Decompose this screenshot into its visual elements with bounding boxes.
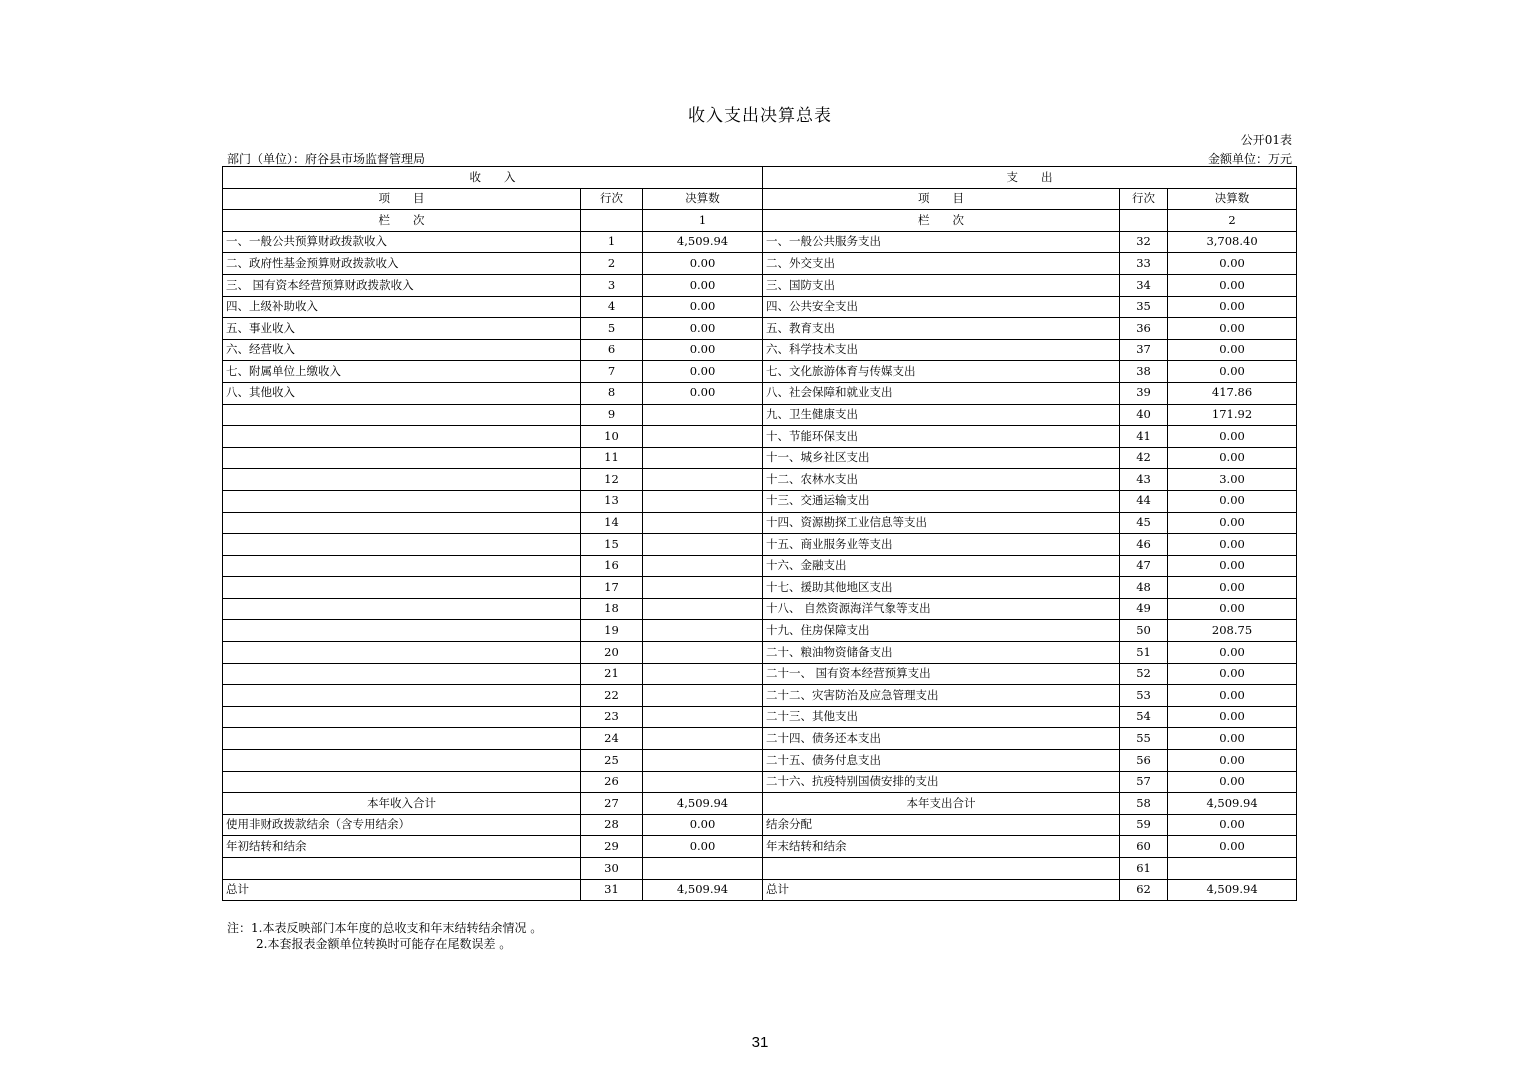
income-item-cell: 三、 国有资本经营预算财政拨款收入: [223, 274, 581, 296]
expense-item-cell: 六、科学技术支出: [763, 339, 1120, 361]
note-1: 注：1.本表反映部门本年度的总收支和年末结转结余情况 。: [227, 921, 543, 935]
expense-item-cell: 十七、援助其他地区支出: [763, 577, 1120, 599]
income-line-cell: 14: [581, 512, 643, 534]
expense-column-number: 2: [1168, 210, 1297, 232]
expense-line-cell: 35: [1120, 296, 1168, 318]
income-amount-cell: [643, 771, 763, 793]
form-number: 公开01表: [1240, 133, 1292, 147]
expense-line-cell: 44: [1120, 490, 1168, 512]
income-amount-cell: 0.00: [643, 318, 763, 340]
income-item-cell: 五、事业收入: [223, 318, 581, 340]
expense-amount-cell: 208.75: [1168, 620, 1297, 642]
table-row: [223, 382, 1297, 404]
income-item-cell: 六、经营收入: [223, 339, 581, 361]
table-row: [223, 555, 1297, 577]
expense-line-cell: 40: [1120, 404, 1168, 426]
expense-item-cell: 一、一般公共服务支出: [763, 231, 1120, 253]
expense-item-cell: 二十五、债务付息支出: [763, 750, 1120, 772]
expense-line-cell: 54: [1120, 706, 1168, 728]
expense-item-cell: 二十二、灾害防治及应急管理支出: [763, 685, 1120, 707]
table-row: [223, 663, 1297, 685]
income-line-cell: 16: [581, 555, 643, 577]
expense-line-cell: 34: [1120, 274, 1168, 296]
income-amount-cell: 0.00: [643, 296, 763, 318]
expense-amount-cell: 0.00: [1168, 685, 1297, 707]
income-line-cell: 23: [581, 706, 643, 728]
expense-line-blank: [1120, 210, 1168, 232]
expense-amount-cell: 0.00: [1168, 598, 1297, 620]
expense-item-cell: 总计: [763, 879, 1120, 901]
income-item-cell: [223, 555, 581, 577]
income-amount-cell: 0.00: [643, 339, 763, 361]
table-row: [223, 426, 1297, 448]
expense-amount-cell: 171.92: [1168, 404, 1297, 426]
income-amount-cell: 0.00: [643, 814, 763, 836]
table-row: [223, 685, 1297, 707]
expense-item-cell: 二十一、 国有资本经营预算支出: [763, 663, 1120, 685]
expense-amount-cell: 0.00: [1168, 663, 1297, 685]
expense-amount-cell: 4,509.94: [1168, 793, 1297, 815]
income-line-cell: 31: [581, 879, 643, 901]
income-line-cell: 13: [581, 490, 643, 512]
expense-item-cell: 三、国防支出: [763, 274, 1120, 296]
income-line-cell: 10: [581, 426, 643, 448]
income-expense-table: [222, 166, 1297, 901]
expense-amount-cell: 0.00: [1168, 836, 1297, 858]
income-line-cell: 17: [581, 577, 643, 599]
table-row: [223, 534, 1297, 556]
expense-line-cell: 41: [1120, 426, 1168, 448]
income-item-cell: 使用非财政拨款结余（含专用结余）: [223, 814, 581, 836]
income-item-cell: [223, 663, 581, 685]
expense-amount-cell: 417.86: [1168, 382, 1297, 404]
income-amount-cell: 0.00: [643, 253, 763, 275]
note-2: 2.本套报表金额单位转换时可能存在尾数误差 。: [256, 937, 512, 951]
income-item-cell: [223, 404, 581, 426]
income-line-cell: 18: [581, 598, 643, 620]
department-label: 部门（单位）：府谷县市场监督管理局: [227, 152, 426, 166]
income-line-cell: 24: [581, 728, 643, 750]
expense-line-cell: 51: [1120, 642, 1168, 664]
amount-unit-label: 金额单位：万元: [1207, 152, 1292, 166]
expense-item-cell: 二十四、债务还本支出: [763, 728, 1120, 750]
table-row: [223, 620, 1297, 642]
income-line-cell: 27: [581, 793, 643, 815]
income-item-cell: [223, 750, 581, 772]
income-item-cell: [223, 577, 581, 599]
table-row: [223, 706, 1297, 728]
table-body: [223, 231, 1297, 900]
table-row: [223, 296, 1297, 318]
expense-line-cell: 49: [1120, 598, 1168, 620]
income-line-cell: 5: [581, 318, 643, 340]
income-item-cell: 总计: [223, 879, 581, 901]
income-line-cell: 2: [581, 253, 643, 275]
expense-item-cell: 二十、粮油物资储备支出: [763, 642, 1120, 664]
income-column-label: 栏 次: [223, 210, 581, 232]
income-line-cell: 19: [581, 620, 643, 642]
income-line-cell: 29: [581, 836, 643, 858]
income-line-cell: 8: [581, 382, 643, 404]
expense-item-cell: 九、卫生健康支出: [763, 404, 1120, 426]
income-amount-cell: 0.00: [643, 836, 763, 858]
income-item-cell: [223, 685, 581, 707]
income-item-cell: 本年收入合计: [223, 793, 581, 815]
expense-amount-cell: 0.00: [1168, 534, 1297, 556]
expense-line-cell: 47: [1120, 555, 1168, 577]
expense-line-cell: 38: [1120, 361, 1168, 383]
expense-line-cell: 48: [1120, 577, 1168, 599]
expense-amount-cell: 0.00: [1168, 555, 1297, 577]
income-item-cell: 四、上级补助收入: [223, 296, 581, 318]
expense-line-cell: 52: [1120, 663, 1168, 685]
income-line-cell: 20: [581, 642, 643, 664]
expense-item-cell: 十一、城乡社区支出: [763, 447, 1120, 469]
expense-item-cell: 本年支出合计: [763, 793, 1120, 815]
expense-item-cell: 十六、金融支出: [763, 555, 1120, 577]
expense-item-cell: 十二、农林水支出: [763, 469, 1120, 491]
income-item-cell: [223, 490, 581, 512]
income-line-cell: 4: [581, 296, 643, 318]
expense-line-cell: 36: [1120, 318, 1168, 340]
expense-line-cell: 37: [1120, 339, 1168, 361]
income-amount-cell: [643, 663, 763, 685]
expense-line-cell: 55: [1120, 728, 1168, 750]
expense-item-cell: 十四、资源勘探工业信息等支出: [763, 512, 1120, 534]
expense-item-cell: 七、文化旅游体育与传媒支出: [763, 361, 1120, 383]
income-line-cell: 26: [581, 771, 643, 793]
income-line-cell: 25: [581, 750, 643, 772]
table-row: [223, 512, 1297, 534]
expense-amount-cell: 3,708.40: [1168, 231, 1297, 253]
income-amount-cell: 4,509.94: [643, 793, 763, 815]
table-row: [223, 598, 1297, 620]
income-item-cell: 一、一般公共预算财政拨款收入: [223, 231, 581, 253]
column-number-row: [223, 210, 1297, 232]
income-amount-cell: 4,509.94: [643, 879, 763, 901]
income-amount-cell: [643, 750, 763, 772]
expense-amount-header: 决算数: [1168, 188, 1297, 210]
expense-item-cell: 二、外交支出: [763, 253, 1120, 275]
table-row: [223, 577, 1297, 599]
table-row: [223, 750, 1297, 772]
income-line-cell: 15: [581, 534, 643, 556]
expense-line-header: 行次: [1120, 188, 1168, 210]
expense-amount-cell: 0.00: [1168, 512, 1297, 534]
income-item-cell: [223, 598, 581, 620]
income-item-cell: 八、其他收入: [223, 382, 581, 404]
income-amount-cell: [643, 577, 763, 599]
income-section-header: 收 入: [223, 167, 763, 189]
income-line-cell: 3: [581, 274, 643, 296]
income-amount-cell: [643, 512, 763, 534]
table-title: 收入支出决算总表: [688, 106, 832, 126]
income-amount-cell: [643, 706, 763, 728]
expense-amount-cell: 0.00: [1168, 296, 1297, 318]
expense-item-cell: 十九、住房保障支出: [763, 620, 1120, 642]
income-item-cell: [223, 858, 581, 880]
income-amount-cell: 4,509.94: [643, 231, 763, 253]
income-amount-cell: [643, 728, 763, 750]
table-row: [223, 447, 1297, 469]
income-line-cell: 12: [581, 469, 643, 491]
page-number: 31: [751, 1034, 769, 1051]
income-line-cell: 30: [581, 858, 643, 880]
income-item-cell: [223, 771, 581, 793]
expense-amount-cell: 0.00: [1168, 814, 1297, 836]
expense-amount-cell: 0.00: [1168, 253, 1297, 275]
income-amount-cell: [643, 555, 763, 577]
table-row: [223, 836, 1297, 858]
income-line-cell: 6: [581, 339, 643, 361]
section-header-row: [223, 167, 1297, 189]
income-amount-cell: [643, 469, 763, 491]
income-item-cell: [223, 534, 581, 556]
income-item-cell: 年初结转和结余: [223, 836, 581, 858]
expense-amount-cell: 0.00: [1168, 318, 1297, 340]
income-amount-cell: [643, 534, 763, 556]
expense-line-cell: 60: [1120, 836, 1168, 858]
income-line-cell: 1: [581, 231, 643, 253]
table-row: [223, 642, 1297, 664]
expense-item-cell: 十、节能环保支出: [763, 426, 1120, 448]
expense-line-cell: 53: [1120, 685, 1168, 707]
expense-amount-cell: 0.00: [1168, 339, 1297, 361]
expense-line-cell: 61: [1120, 858, 1168, 880]
expense-item-cell: 八、社会保障和就业支出: [763, 382, 1120, 404]
expense-column-label: 栏 次: [763, 210, 1120, 232]
income-amount-cell: [643, 858, 763, 880]
expense-amount-cell: 0.00: [1168, 447, 1297, 469]
income-line-cell: 11: [581, 447, 643, 469]
income-column-number: 1: [643, 210, 763, 232]
income-line-cell: 22: [581, 685, 643, 707]
income-line-cell: 28: [581, 814, 643, 836]
income-amount-cell: [643, 447, 763, 469]
expense-item-cell: 四、公共安全支出: [763, 296, 1120, 318]
expense-amount-cell: 0.00: [1168, 577, 1297, 599]
income-item-cell: [223, 620, 581, 642]
expense-amount-cell: 0.00: [1168, 771, 1297, 793]
expense-line-cell: 50: [1120, 620, 1168, 642]
expense-amount-cell: 0.00: [1168, 426, 1297, 448]
expense-line-cell: 39: [1120, 382, 1168, 404]
table-row: [223, 771, 1297, 793]
income-item-cell: 二、政府性基金预算财政拨款收入: [223, 253, 581, 275]
table-row: [223, 879, 1297, 901]
income-amount-cell: [643, 426, 763, 448]
expense-section-header: 支 出: [763, 167, 1297, 189]
income-amount-cell: [643, 404, 763, 426]
expense-amount-cell: 0.00: [1168, 490, 1297, 512]
income-amount-cell: 0.00: [643, 274, 763, 296]
expense-amount-cell: 0.00: [1168, 728, 1297, 750]
expense-line-cell: 59: [1120, 814, 1168, 836]
expense-line-cell: 46: [1120, 534, 1168, 556]
expense-line-cell: 42: [1120, 447, 1168, 469]
income-item-cell: [223, 426, 581, 448]
income-line-cell: 9: [581, 404, 643, 426]
table-row: [223, 469, 1297, 491]
table-row: [223, 858, 1297, 880]
expense-line-cell: 32: [1120, 231, 1168, 253]
income-line-blank: [581, 210, 643, 232]
income-amount-cell: 0.00: [643, 382, 763, 404]
expense-item-cell: [763, 858, 1120, 880]
income-amount-cell: [643, 685, 763, 707]
expense-item-cell: 年末结转和结余: [763, 836, 1120, 858]
income-item-cell: [223, 469, 581, 491]
column-header-row: [223, 188, 1297, 210]
table-row: [223, 253, 1297, 275]
expense-line-cell: 43: [1120, 469, 1168, 491]
table-row: [223, 231, 1297, 253]
table-row: [223, 404, 1297, 426]
expense-amount-cell: 0.00: [1168, 274, 1297, 296]
expense-item-cell: 十三、交通运输支出: [763, 490, 1120, 512]
table-row: [223, 318, 1297, 340]
expense-item-cell: 结余分配: [763, 814, 1120, 836]
expense-line-cell: 56: [1120, 750, 1168, 772]
income-amount-cell: [643, 620, 763, 642]
income-item-cell: [223, 706, 581, 728]
expense-item-cell: 五、教育支出: [763, 318, 1120, 340]
table-row: [223, 339, 1297, 361]
table-row: [223, 728, 1297, 750]
expense-item-cell: 二十三、其他支出: [763, 706, 1120, 728]
income-item-header: 项 目: [223, 188, 581, 210]
expense-item-cell: 十五、商业服务业等支出: [763, 534, 1120, 556]
income-amount-cell: [643, 598, 763, 620]
expense-item-cell: 十八、 自然资源海洋气象等支出: [763, 598, 1120, 620]
income-line-cell: 7: [581, 361, 643, 383]
income-amount-cell: [643, 490, 763, 512]
income-item-cell: [223, 512, 581, 534]
income-item-cell: [223, 728, 581, 750]
expense-line-cell: 57: [1120, 771, 1168, 793]
table-row: [223, 490, 1297, 512]
income-line-cell: 21: [581, 663, 643, 685]
expense-amount-cell: 3.00: [1168, 469, 1297, 491]
income-item-cell: 七、附属单位上缴收入: [223, 361, 581, 383]
table-row: [223, 274, 1297, 296]
income-item-cell: [223, 642, 581, 664]
expense-amount-cell: 0.00: [1168, 706, 1297, 728]
expense-amount-cell: 4,509.94: [1168, 879, 1297, 901]
expense-line-cell: 33: [1120, 253, 1168, 275]
expense-line-cell: 58: [1120, 793, 1168, 815]
expense-line-cell: 45: [1120, 512, 1168, 534]
expense-line-cell: 62: [1120, 879, 1168, 901]
expense-amount-cell: 0.00: [1168, 750, 1297, 772]
income-amount-header: 决算数: [643, 188, 763, 210]
income-item-cell: [223, 447, 581, 469]
notes: [227, 920, 542, 952]
income-amount-cell: 0.00: [643, 361, 763, 383]
expense-amount-cell: [1168, 858, 1297, 880]
expense-item-cell: 二十六、抗疫特别国债安排的支出: [763, 771, 1120, 793]
income-amount-cell: [643, 642, 763, 664]
table-row: [223, 793, 1297, 815]
expense-item-header: 项 目: [763, 188, 1120, 210]
table-row: [223, 814, 1297, 836]
expense-amount-cell: 0.00: [1168, 642, 1297, 664]
expense-amount-cell: 0.00: [1168, 361, 1297, 383]
table-row: [223, 361, 1297, 383]
income-line-header: 行次: [581, 188, 643, 210]
